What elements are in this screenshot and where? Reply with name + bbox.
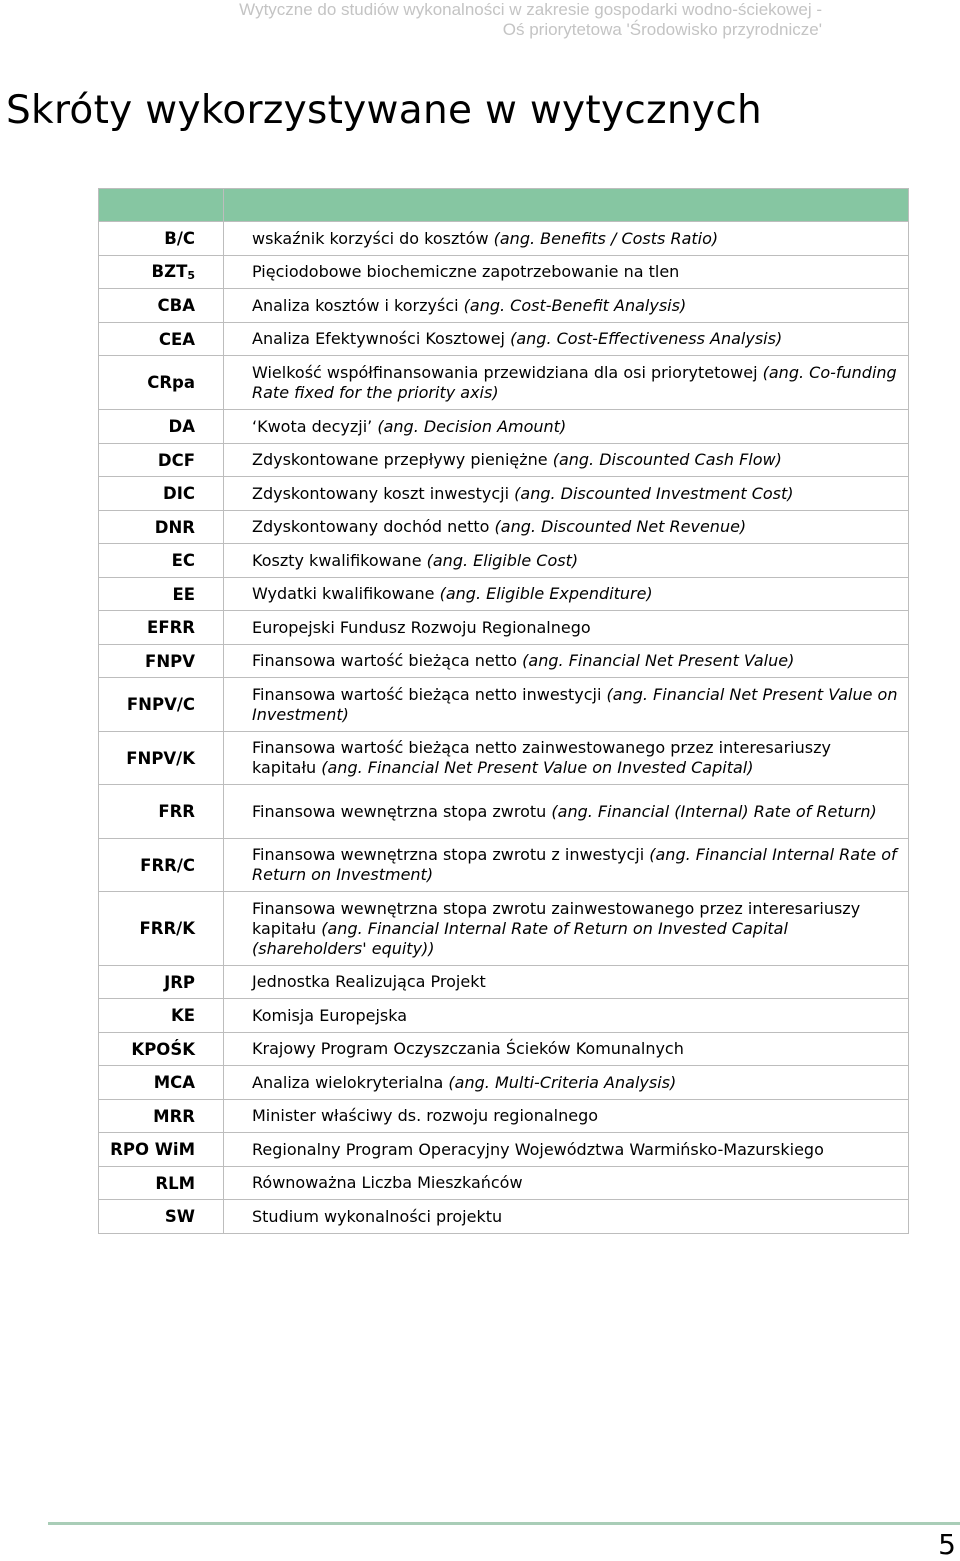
running-header-line-1: Wytyczne do studiów wykonalności w zakresie gospodarki wodno-ściekowej -: [239, 0, 822, 19]
abbreviation-text: MCA: [153, 1073, 195, 1092]
definition-english: (ang. Financial Net Present Value): [522, 651, 795, 670]
abbreviation-text: FNPV/C: [126, 695, 195, 714]
table-row: [99, 1200, 909, 1234]
definition-english: (ang. Financial Internal Rate of Return on Invested Capital (shareholders' equity)): [252, 918, 788, 958]
definition-polish: Wydatki kwalifikowane: [252, 584, 440, 603]
table-row: [99, 222, 909, 256]
abbreviation-text: FNPV: [145, 651, 195, 671]
definition-polish: Jednostka Realizująca Projekt: [252, 972, 486, 991]
abbreviation-cell: [99, 1167, 224, 1200]
table-row: [99, 1133, 909, 1167]
definition-cell: [224, 356, 909, 410]
definition-english: (ang. Multi-Criteria Analysis): [448, 1072, 677, 1092]
definition-english: (ang. Cost-Benefit Analysis): [463, 295, 687, 315]
definition-english: (ang. Eligible Expenditure): [439, 584, 653, 603]
abbreviation-cell: [99, 785, 224, 839]
table-row: [99, 323, 909, 356]
definition-cell: [224, 444, 909, 477]
definition-english: (ang. Financial Net Present Value on Invested Capital): [321, 758, 754, 777]
definition-cell: [224, 477, 909, 511]
definition-polish: Zdyskontowany koszt inwestycji: [252, 483, 515, 503]
table-row: [99, 511, 909, 544]
abbreviation-text: FNPV/K: [126, 748, 195, 768]
definition-english: (ang. Discounted Cash Flow): [552, 450, 782, 469]
definition-polish: Równoważna Liczba Mieszkańców: [252, 1173, 523, 1192]
table-row: [99, 611, 909, 645]
definition-cell: [224, 839, 909, 892]
footer-rule: [48, 1522, 960, 1525]
abbreviation-text: DA: [168, 417, 195, 436]
table-row: [99, 356, 909, 410]
abbreviations-table: [98, 188, 909, 1234]
definition-cell: [224, 966, 909, 999]
page-title: Skróty wykorzystywane w wytycznych: [6, 88, 763, 133]
table-row: [99, 999, 909, 1033]
definition-polish: Analiza wielokryterialna: [252, 1072, 449, 1092]
abbreviation-cell: [99, 578, 224, 611]
definition-polish: Finansowa wewnętrzna stopa zwrotu z inwestycji: [252, 845, 650, 864]
abbreviation-text: CRpa: [147, 373, 195, 392]
abbreviation-cell: [99, 892, 224, 966]
abbreviation-cell: [99, 289, 224, 323]
page-number: 5: [938, 1528, 956, 1561]
table-row: [99, 578, 909, 611]
abbreviation-cell: [99, 410, 224, 444]
abbreviation-text: SW: [164, 1207, 195, 1226]
definition-cell: [224, 1066, 909, 1100]
table-row: [99, 892, 909, 966]
abbreviation-text: EFRR: [147, 618, 195, 637]
abbreviation-cell: [99, 323, 224, 356]
abbreviation-text: CEA: [158, 329, 195, 349]
definition-cell: [224, 678, 909, 732]
abbreviation-cell: [99, 611, 224, 645]
table-row: [99, 966, 909, 999]
abbreviation-cell: [99, 444, 224, 477]
abbreviation-text: MRR: [153, 1106, 195, 1126]
definition-polish: Finansowa wewnętrzna stopa zwrotu zainwestowanego przez interesariuszy kapitału: [252, 898, 861, 938]
definition-cell: [224, 544, 909, 578]
abbreviation-text: DNR: [154, 517, 195, 537]
abbreviation-cell: [99, 1066, 224, 1100]
table-row: [99, 1167, 909, 1200]
definition-cell: [224, 222, 909, 256]
table-header-cell-definition: [224, 189, 909, 222]
definition-polish: Finansowa wartość bieżąca netto zainwestowanego przez interesariuszy kapitału: [252, 738, 831, 777]
definition-english: (ang. Cost-Effectiveness Analysis): [510, 329, 783, 348]
definition-english: (ang. Eligible Cost): [426, 550, 579, 570]
table-row: [99, 732, 909, 785]
definition-polish: wskaźnik korzyści do kosztów: [252, 228, 494, 248]
abbreviation-text: KE: [170, 1006, 195, 1025]
table-row: [99, 645, 909, 678]
abbreviation-text: DCF: [157, 450, 195, 470]
definition-cell: [224, 511, 909, 544]
running-header-line-2: Oś priorytetowa 'Środowisko przyrodnicze': [502, 20, 822, 39]
abbreviation-cell: [99, 1133, 224, 1167]
abbreviation-cell: [99, 966, 224, 999]
table-header-row: [99, 189, 909, 222]
definition-cell: [224, 785, 909, 839]
table-row: [99, 544, 909, 578]
table-row: [99, 1066, 909, 1100]
definition-cell: [224, 1133, 909, 1167]
definition-cell: [224, 1100, 909, 1133]
abbreviation-text: FRR: [158, 802, 195, 821]
definition-english: (ang. Discounted Net Revenue): [494, 517, 747, 536]
definition-polish: ‘Kwota decyzji’: [252, 416, 378, 436]
abbreviation-subscript: 5: [187, 269, 195, 282]
abbreviation-cell: [99, 1200, 224, 1234]
table-row: [99, 1033, 909, 1066]
definition-polish: Minister właściwy ds. rozwoju regionalnego: [252, 1106, 599, 1125]
abbreviation-cell: [99, 356, 224, 410]
abbreviation-text: DIC: [163, 484, 195, 503]
definition-polish: Finansowa wartość bieżąca netto: [252, 651, 523, 670]
abbreviation-cell: [99, 1033, 224, 1066]
definition-polish: Analiza kosztów i korzyści: [252, 295, 464, 315]
definition-cell: [224, 892, 909, 966]
abbreviation-text: FRR/C: [140, 855, 195, 875]
definition-cell: [224, 999, 909, 1033]
definition-cell: [224, 578, 909, 611]
definition-polish: Finansowa wartość bieżąca netto inwestycji: [252, 684, 607, 704]
definition-english: (ang. Benefits / Costs Ratio): [493, 228, 719, 248]
table-row: [99, 289, 909, 323]
abbreviation-cell: [99, 678, 224, 732]
definition-cell: [224, 1033, 909, 1066]
definition-cell: [224, 611, 909, 645]
definition-polish: Pięciodobowe biochemiczne zapotrzebowanie na tlen: [252, 262, 680, 281]
table-row: [99, 410, 909, 444]
table-row: [99, 678, 909, 732]
table-row: [99, 785, 909, 839]
abbreviation-cell: [99, 732, 224, 785]
table-row: [99, 477, 909, 511]
abbreviation-text: FRR/K: [139, 919, 195, 938]
definition-polish: Regionalny Program Operacyjny Województwa Warmińsko-Mazurskiego: [252, 1139, 824, 1159]
definition-english: (ang. Financial Net Present Value on Investment): [252, 684, 898, 724]
definition-polish: Koszty kwalifikowane: [252, 550, 427, 570]
definition-polish: Studium wykonalności projektu: [252, 1206, 503, 1226]
definition-polish: Wielkość współfinansowania przewidziana dla osi priorytetowej: [252, 362, 763, 382]
abbreviation-text: B/C: [164, 229, 195, 248]
abbreviation-cell: [99, 256, 224, 289]
abbreviation-cell: [99, 839, 224, 892]
abbreviation-text: RPO WiM: [110, 1140, 195, 1159]
abbreviation-text: JRP: [164, 972, 195, 992]
abbreviation-text: KPOŚK: [131, 1039, 195, 1059]
definition-english: (ang. Financial (Internal) Rate of Return): [551, 801, 877, 821]
definition-cell: [224, 1167, 909, 1200]
definition-cell: [224, 410, 909, 444]
definition-cell: [224, 1200, 909, 1234]
definition-english: (ang. Financial Internal Rate of Return on Investment): [252, 845, 897, 884]
table-header-cell-abbreviation: [99, 189, 224, 222]
definition-polish: Krajowy Program Oczyszczania Ścieków Komunalnych: [252, 1039, 684, 1058]
table-row: [99, 444, 909, 477]
definition-cell: [224, 645, 909, 678]
table-row: [99, 1100, 909, 1133]
abbreviation-cell: [99, 477, 224, 511]
abbreviation-text: CBA: [157, 296, 195, 315]
abbreviation-cell: [99, 1100, 224, 1133]
definition-english: (ang. Co-funding Rate fixed for the priority axis): [252, 362, 897, 402]
definition-cell: [224, 256, 909, 289]
table-row: [99, 839, 909, 892]
definition-polish: Europejski Fundusz Rozwoju Regionalnego: [252, 617, 591, 637]
abbreviation-cell: [99, 511, 224, 544]
running-header: [62, 0, 822, 40]
abbreviation-cell: [99, 645, 224, 678]
abbreviation-cell: [99, 999, 224, 1033]
abbreviations-table-body: [99, 189, 909, 1234]
definition-cell: [224, 732, 909, 785]
abbreviation-cell: [99, 222, 224, 256]
abbreviation-text: BZT: [151, 262, 188, 281]
definition-english: (ang. Discounted Investment Cost): [514, 483, 794, 503]
definition-polish: Analiza Efektywności Kosztowej: [252, 329, 511, 348]
abbreviation-text: RLM: [155, 1173, 195, 1193]
definition-cell: [224, 323, 909, 356]
definition-polish: Zdyskontowany dochód netto: [252, 517, 495, 536]
table-row: [99, 256, 909, 289]
definition-polish: Komisja Europejska: [252, 1005, 408, 1025]
definition-english: (ang. Decision Amount): [377, 416, 567, 436]
definition-polish: Finansowa wewnętrzna stopa zwrotu: [252, 801, 552, 821]
definition-polish: Zdyskontowane przepływy pieniężne: [252, 450, 553, 469]
abbreviation-text: EC: [171, 551, 195, 570]
abbreviation-cell: [99, 544, 224, 578]
abbreviation-text: EE: [172, 584, 195, 604]
definition-cell: [224, 289, 909, 323]
